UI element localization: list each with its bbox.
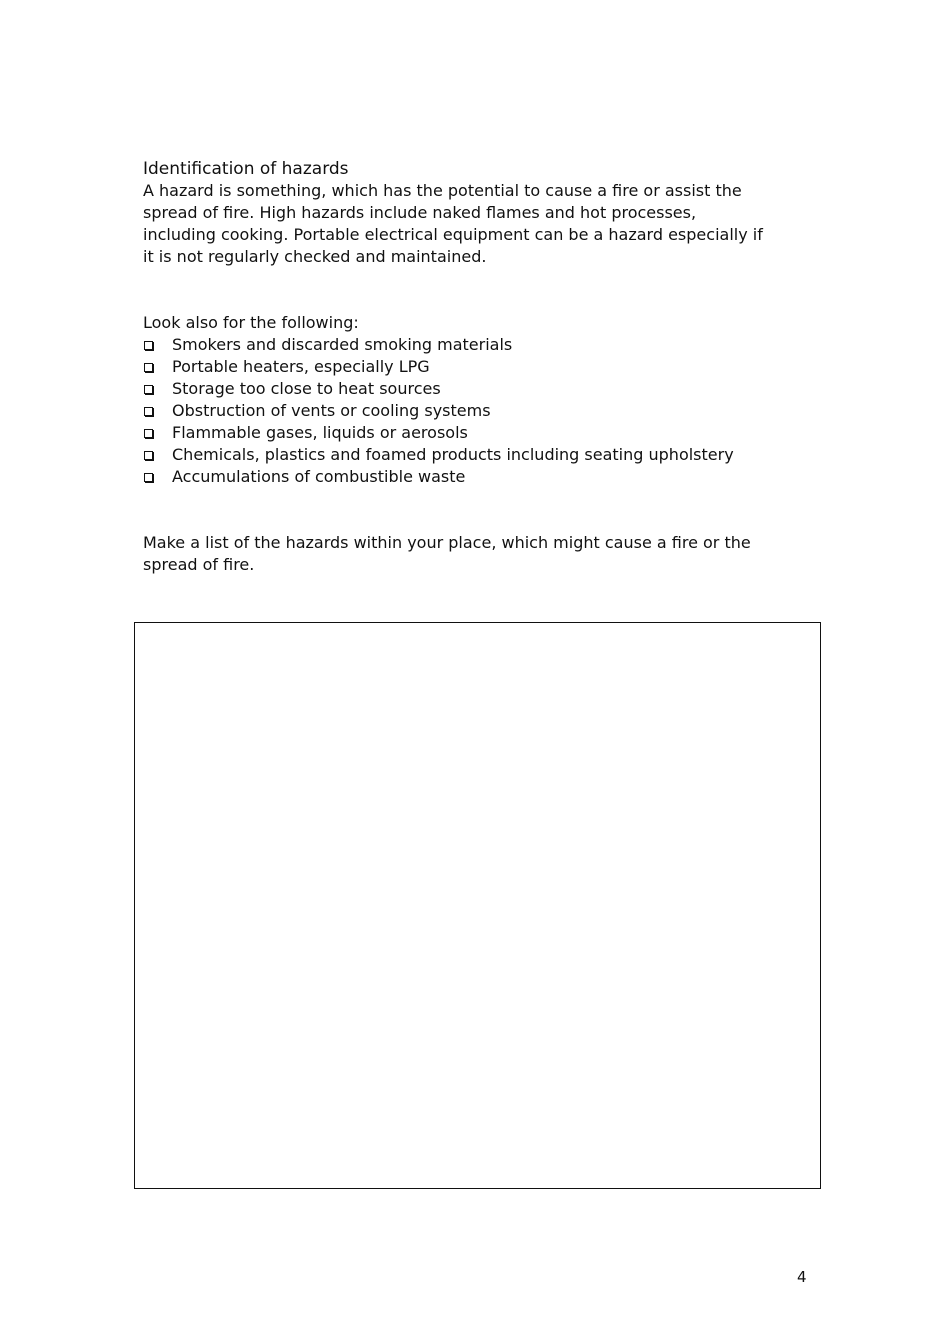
hazard-checklist [143, 334, 823, 488]
checkbox-bullet-icon [144, 429, 153, 438]
checklist-item-label: Portable heaters, especially LPG [172, 357, 430, 376]
checklist-item [143, 422, 823, 444]
page-number: 4 [797, 1268, 807, 1286]
checkbox-bullet-icon [144, 407, 153, 416]
checklist-item-label: Accumulations of combustible waste [172, 467, 466, 486]
checkbox-bullet-icon [144, 451, 153, 460]
intro-line: including cooking. Portable electrical equipment can be a hazard especially if [143, 225, 763, 244]
checklist-item-label: Storage too close to heat sources [172, 379, 441, 398]
section-heading: Identification of hazards [143, 159, 349, 179]
checkbox-bullet-icon [144, 385, 153, 394]
instruction-line: spread of fire. [143, 555, 255, 574]
intro-line: A hazard is something, which has the potential to cause a fire or assist the [143, 181, 742, 200]
intro-paragraph [143, 180, 823, 268]
checkbox-bullet-icon [144, 341, 153, 350]
checklist-item [143, 334, 823, 356]
instruction-line: Make a list of the hazards within your place, which might cause a fire or the [143, 533, 751, 552]
checkbox-bullet-icon [144, 473, 153, 482]
checklist-item [143, 466, 823, 488]
page-content [143, 158, 823, 576]
intro-line: spread of fire. High hazards include naked flames and hot processes, [143, 203, 697, 222]
checklist-item [143, 378, 823, 400]
checklist-item-label: Flammable gases, liquids or aerosols [172, 423, 468, 442]
checkbox-bullet-icon [144, 363, 153, 372]
checklist-item-label: Obstruction of vents or cooling systems [172, 401, 491, 420]
checklist-item-label: Chemicals, plastics and foamed products including seating upholstery [172, 445, 734, 464]
checklist-item [143, 400, 823, 422]
checklist-item-label: Smokers and discarded smoking materials [172, 335, 513, 354]
look-for-lead: Look also for the following: [143, 313, 359, 332]
hazard-list-answer-box[interactable] [134, 622, 821, 1189]
instruction-paragraph [143, 532, 823, 576]
checklist-item [143, 444, 823, 466]
checklist-item [143, 356, 823, 378]
intro-line: it is not regularly checked and maintained. [143, 247, 487, 266]
